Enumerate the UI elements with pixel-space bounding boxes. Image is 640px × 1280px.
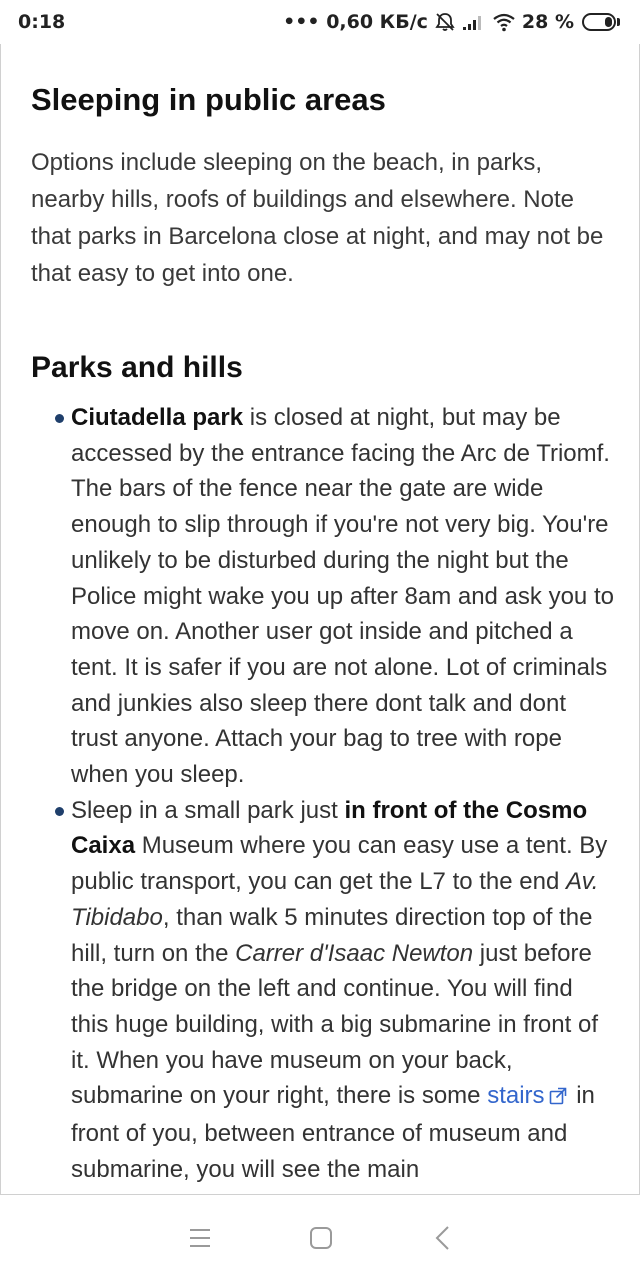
signal-icon (462, 13, 486, 31)
status-bar (0, 0, 640, 44)
battery-percent: 28 % (521, 11, 574, 33)
battery-fill (605, 17, 612, 27)
section-heading: Sleeping in public areas (31, 82, 386, 117)
parks-list (1, 400, 621, 1187)
item-italic: Av. Tibidabo (71, 868, 599, 931)
network-speed: ••• 0,60 КБ/с (283, 11, 428, 33)
status-time: 0:18 (18, 11, 66, 33)
stairs-link[interactable]: stairs (487, 1082, 545, 1110)
section-intro: Options include sleeping on the beach, in parks, nearby hills, roofs of buildings and elsewhere. Note that parks in Barcelona close at night, and may not be that easy to get into one. (31, 149, 604, 287)
status-icons (283, 11, 620, 33)
list-item (1, 793, 616, 1188)
item-italic: Carrer d'Isaac Newton (235, 939, 474, 967)
external-link-icon[interactable] (549, 1080, 567, 1116)
wifi-icon (492, 12, 516, 32)
item-text: Sleep in a small park just (71, 796, 345, 824)
menu-icon[interactable] (185, 1223, 215, 1253)
battery-icon (582, 13, 620, 31)
list-item (1, 400, 616, 793)
item-bold: in front of the Cosmo Caixa (71, 796, 588, 860)
article-content[interactable] (0, 44, 640, 1195)
item-text: in front of you, between entrance of museum and submarine, you will see the main (71, 1082, 595, 1183)
item-text: Museum where you can easy use a tent. By public transport, you can get the L7 to the end (71, 832, 608, 896)
home-icon[interactable] (306, 1223, 336, 1253)
navigation-bar (0, 1195, 640, 1280)
item-bold: Ciutadella park (71, 404, 244, 431)
item-text: is closed at night, but may be accessed by the entrance facing the Arc de Triomf. The bars of the fence near the gate are wide enough to slip through if you're not very big. You're unlikely to be disturbed during the night but the Police might wake you up after 8am and ask you to move on. Another user got inside and pitched a tent. It is safer if you are not alone. Lot of criminals and junkies also sleep there dont talk and dont trust anyone. Attach your bag to tree with rope when you sleep. (71, 404, 614, 789)
bullet-icon (55, 807, 64, 816)
item-text: , than walk 5 minutes direction top of the hill, turn on the (71, 903, 593, 967)
back-icon[interactable] (428, 1223, 458, 1253)
bullet-icon (55, 414, 64, 423)
item-text: just before the bridge on the left and continue. You will find this huge building, with a big submarine in front of it. When you have museum on your back, submarine on your right, there is some (71, 939, 598, 1110)
alarm-off-icon (434, 11, 456, 33)
subsection-heading: Parks and hills (31, 351, 243, 384)
